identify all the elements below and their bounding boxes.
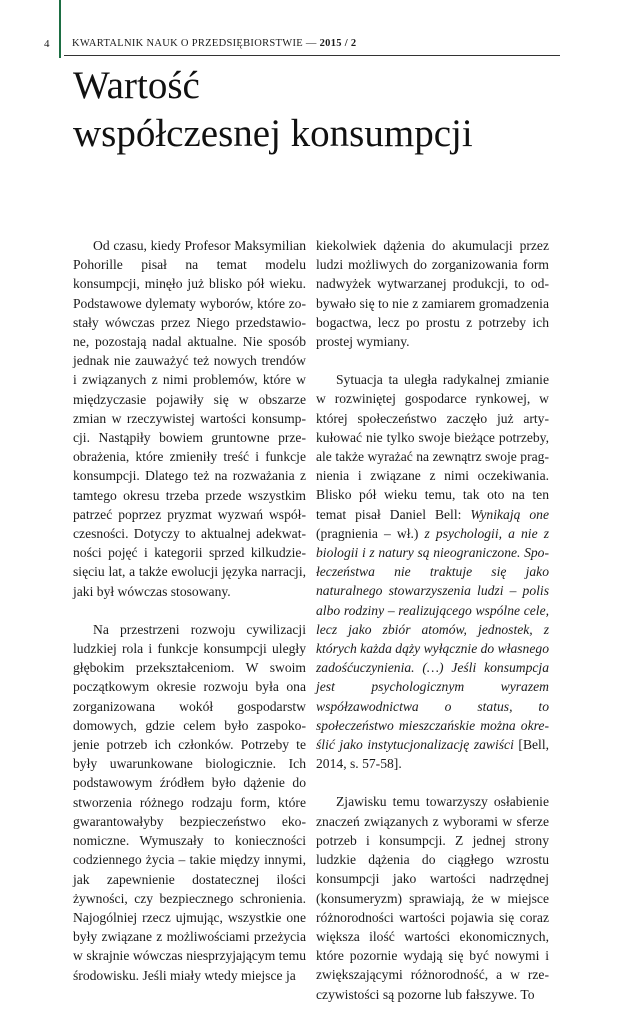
left-column [73,236,306,985]
paragraph: Od czasu, kiedy Profesor Maksymilian Pohorille pisał na temat modelu konsumpcji, minęło już blisko pół wieku. Podstawowe dylematy wyborów, które zostały wówczas przez Niego przedstawione, pozostają nadal aktualne. Nie sposób jednak nie zauważyć też nowych trendów i związanych z nimi problemów, które w międzyczasie pojawiły się w obszarze zmian w rzeczywistej wartości konsumpcji. Nastąpiły bowiem gruntowne przeobrażenia, które zmieniły treść i funkcje konsumpcji. Dlatego też na rozważania z tamtego okresu trzeba przede wszystkim patrzeć poprzez pryzmat wyzwań współczesności. Dotyczy to aktualnej adekwatności pojęć i kategorii sprzed kilkudziesięciu lat, a także ewolucji języka narracji, jaki był wówczas stosowany. [73,238,306,599]
quote-interjection: (pragnienia – wł.) [316,525,425,541]
right-column [316,236,549,1004]
running-head [72,37,356,51]
quote-italic: z psychologii, a nie z biologii i z natury są nieograniczone. Społeczeństwa nie traktuje się jako naturalnego stowarzyszenia ludzi – polis albo rodziny – realizującego wspólne cele, lecz jako zbiór atomów, jednostek, z których każda dąży wyłącznie do własnego zadośćuczynienia. (…) Jeśli konsumpcja jest psychologicznym wyrazem współzawodnictwa o status, to społeczeństwo mieszczańskie można określić jako instytucjonalizację zawiści [316,525,549,753]
citation: [Bell, 2014, s. 57-58]. [316,737,549,772]
paragraph-continuation: kiekolwiek dążenia do akumulacji przez ludzi możliwych do zorganizowania form nadwyżek wytwarzanej produkcji, to odbywało się to nie z zamiarem gromadzenia bogactwa, lecz po prostu z potrzeby ich prostej wymiany. [316,238,549,350]
margin-accent-rule [59,0,61,58]
quote-italic: Wynikają one [470,506,549,522]
title-line-1: Wartość [73,64,200,107]
paragraph: Na przestrzeni rozwoju cywilizacji ludzkiej rola i funkcje konsumpcji uległy głębokim przekształceniom. W swoim początkowym okresie rozwoju była ona zorganizowana wokół gospodarstw domowych, gdzie celem było zaspokojenie potrzeb ich członków. Potrzeby te były uwarunkowane biologicznie. Ich podstawowym źródłem było dążenie do stworzenia różnego rodzaju form, które gwarantowałyby bezpieczeństwo ekonomiczne. Wymuszały to konieczności codziennego życia – takie między innymi, jak zapewnienie dostatecznej ilości żywności, czy bezpiecznego schronienia. Najogólniej rzecz ujmując, wszystkie one były związane z możliwościami przeżycia w skrajnie wówczas niesprzyjającym temu środowisku. Jeśli miały wtedy miejsce ja [73,621,306,983]
page-number: 4 [44,38,50,50]
article-title [73,62,553,158]
header-rule [64,55,560,56]
issue-number: 2015 / 2 [319,38,357,49]
title-line-2: współczesnej konsumpcji [73,112,473,155]
paragraph: Zjawisku temu towarzyszy osłabienie znaczeń związanych z wyborami w sferze potrzeb i konsumpcji. Z jednej strony ludzkie dążenia do ciągłego wzrostu konsumpcji jako wartości nadrzędnej (konsumeryzm) sprawiają, że w miejsce różnorodności wartości pojawia się coraz większa ilość wartości ekonomicznych, które pozornie wydają się być nowymi i zwiększającymi różnorodność, a w rzeczywistości są pozorne lub fałszywe. To [316,794,549,1002]
paragraph-text: Sytuacja ta uległa radykalnej zmianie w rozwiniętej gospodarce rynkowej, w której społeczeństwo zaczęło już artykułować nie tylko swoje bieżące potrzeby, ale także wyrażać na zewnątrz swoje pragnienia i związane z nimi oczekiwania. Blisko pół wieku temu, tak oto na ten temat pisał Daniel Bell: [316,372,549,522]
paragraph-with-quote [316,370,549,773]
journal-name: KWARTALNIK NAUK O PRZEDSIĘBIORSTWIE — [72,38,320,49]
